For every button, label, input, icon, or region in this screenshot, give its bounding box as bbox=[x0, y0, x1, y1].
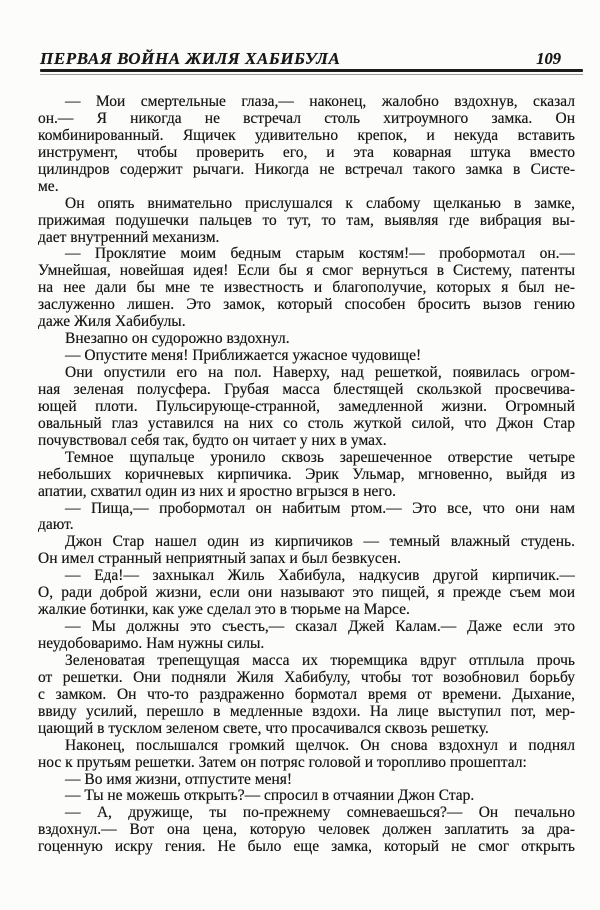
text-line: неудобоваримо. Нам нужны силы. bbox=[38, 636, 265, 652]
text-line: от решетки. Они подняли Жиля Хабибулу, чтобы тот возобновил борьбу bbox=[38, 669, 575, 686]
text-line: О, ради доброй жизни, если они называют это пищей, я прежде съем мои bbox=[38, 585, 575, 602]
text-line: нос к прутьям решетки. Затем он потряс головой и торопливо прошептал: bbox=[38, 754, 527, 771]
text-line: Внезапно он судорожно вздохнул. bbox=[65, 331, 290, 348]
text-line: Темное щупальце уронило сквозь зарешеченное отверстие четыре bbox=[65, 449, 575, 466]
paragraph bbox=[38, 534, 575, 568]
text-line: овальный глаз уставился на них со столь жуткой силой, что Джон Стар bbox=[38, 415, 575, 432]
paragraph bbox=[38, 653, 575, 738]
paragraph bbox=[38, 772, 575, 789]
paragraph bbox=[38, 805, 575, 856]
text-line: дают. bbox=[38, 517, 74, 534]
paragraph bbox=[38, 365, 575, 450]
paragraph bbox=[38, 331, 575, 348]
text-line: Умнейшая, новейшая идея! Если бы я смог вернуться в Систему, патенты bbox=[38, 263, 575, 280]
paragraph bbox=[38, 348, 575, 365]
text-line: — Мы должны это съесть,— сказал Джей Калам.— Даже если это bbox=[65, 619, 575, 636]
text-line: с замком. Он что-то раздраженно бормотал время от времени. Дыхание, bbox=[38, 686, 575, 703]
paragraph bbox=[38, 788, 575, 805]
text-line: Наконец, послышался громкий щелчок. Он снова вздохнул и поднял bbox=[65, 737, 575, 754]
text-line: — Во имя жизни, отпустите меня! bbox=[65, 771, 293, 788]
text-line: Он имел странный неприятный запах и был безвкусен. bbox=[38, 551, 401, 568]
paragraph bbox=[38, 450, 575, 501]
paragraph bbox=[38, 94, 575, 196]
text-line: ная зеленая полусфера. Грубая масса блестящей скользкой просвечива- bbox=[38, 381, 575, 398]
running-header bbox=[40, 49, 583, 75]
page-title: ПЕРВАЯ ВОЙНА ЖИЛЯ ХАБИБУЛА bbox=[40, 49, 341, 68]
text-line: на нее дали бы мне те известность и благополучие, которых я был не- bbox=[38, 280, 575, 297]
text-line: Джон Стар нашел один из кирпичиков — темный влажный студень. bbox=[65, 534, 575, 551]
paragraph bbox=[38, 568, 575, 619]
body-text bbox=[38, 94, 575, 856]
text-line: цающий в тусклом зеленом свете, что просачивался сквозь решетку. bbox=[38, 720, 489, 737]
text-line: гоценную искру гения. Не было еще замка, который не смог открыть bbox=[38, 839, 575, 856]
paragraph bbox=[38, 246, 575, 331]
text-line: ме. bbox=[38, 178, 59, 195]
text-line: Он опять внимательно прислушался к слабому щелканью в замке, bbox=[65, 195, 575, 212]
header-rule bbox=[40, 69, 583, 72]
paragraph bbox=[38, 196, 575, 247]
text-line: ющей плоти. Пульсирующе-странной, замедленной жизни. Огромный bbox=[38, 398, 575, 415]
text-line: — Пища,— пробормотал он набитым ртом.— Это все, что они нам bbox=[65, 500, 575, 517]
text-line: — Ты не можешь открыть?— спросил в отчаянии Джон Стар. bbox=[65, 788, 475, 805]
text-line: инструмент, чтобы проверить его, и эта коварная штука вместо bbox=[38, 144, 575, 161]
text-line: — Мои смертельные глаза,— наконец, жалобно вздохнув, сказал bbox=[65, 94, 575, 110]
text-line: — А, дружище, ты по-прежнему сомневаешься?— Он печально bbox=[65, 805, 575, 822]
text-line: заслуженно лишен. Это замок, который способен бросить вызов гению bbox=[38, 297, 575, 314]
text-line: Они опустили его на пол. Наверху, над решеткой, появилась огром- bbox=[65, 365, 575, 381]
text-line: жалкие ботинки, как уже сделал это в тюрьме на Марсе. bbox=[38, 602, 410, 619]
text-line: прижимая подушечки пальцев то тут, то там, выявляя где вибрация вы- bbox=[38, 212, 575, 229]
text-line: вздохнул.— Вот она цена, которую человек должен заплатить за дра- bbox=[38, 822, 575, 839]
text-line: — Проклятие моим бедным старым костям!— пробормотал он.— bbox=[65, 246, 575, 263]
text-line: комбинированный. Ящичек удивительно крепок, и некуда вставить bbox=[38, 127, 575, 144]
text-line: он.— Я никогда не встречал столь хитроумного замка. Он bbox=[38, 110, 575, 127]
text-line: даже Жиля Хабибулы. bbox=[38, 314, 186, 331]
text-line: почувствовал себя так, будто он читает у них в умах. bbox=[38, 432, 387, 449]
paragraph bbox=[38, 619, 575, 653]
text-line: апатии, схватил один из них и яростно вгрызся в него. bbox=[38, 483, 396, 500]
text-line: дает внутренний механизм. bbox=[38, 229, 220, 246]
text-line: Зеленоватая трепещущая масса их тюремщика вдруг отплыла прочь bbox=[65, 652, 575, 669]
paragraph bbox=[38, 501, 575, 535]
paragraph bbox=[38, 738, 575, 772]
text-line: — Опустите меня! Приближается ужасное чудовище! bbox=[65, 348, 422, 365]
text-line: — Еда!— захныкал Жиль Хабибула, надкусив другой кирпичик.— bbox=[65, 568, 575, 585]
text-line: цилиндров содержит рычаги. Никогда не встречал такого замка в Систе- bbox=[38, 161, 575, 178]
page-number: 109 bbox=[536, 49, 561, 68]
text-line: ввиду усилий, перешло в медленные вздохи. На лице выступил пот, мер- bbox=[38, 703, 575, 720]
header-rule-shadow bbox=[40, 74, 583, 75]
text-line: небольших коричневых кирпичика. Эрик Ульмар, мгновенно, выйдя из bbox=[38, 466, 575, 483]
